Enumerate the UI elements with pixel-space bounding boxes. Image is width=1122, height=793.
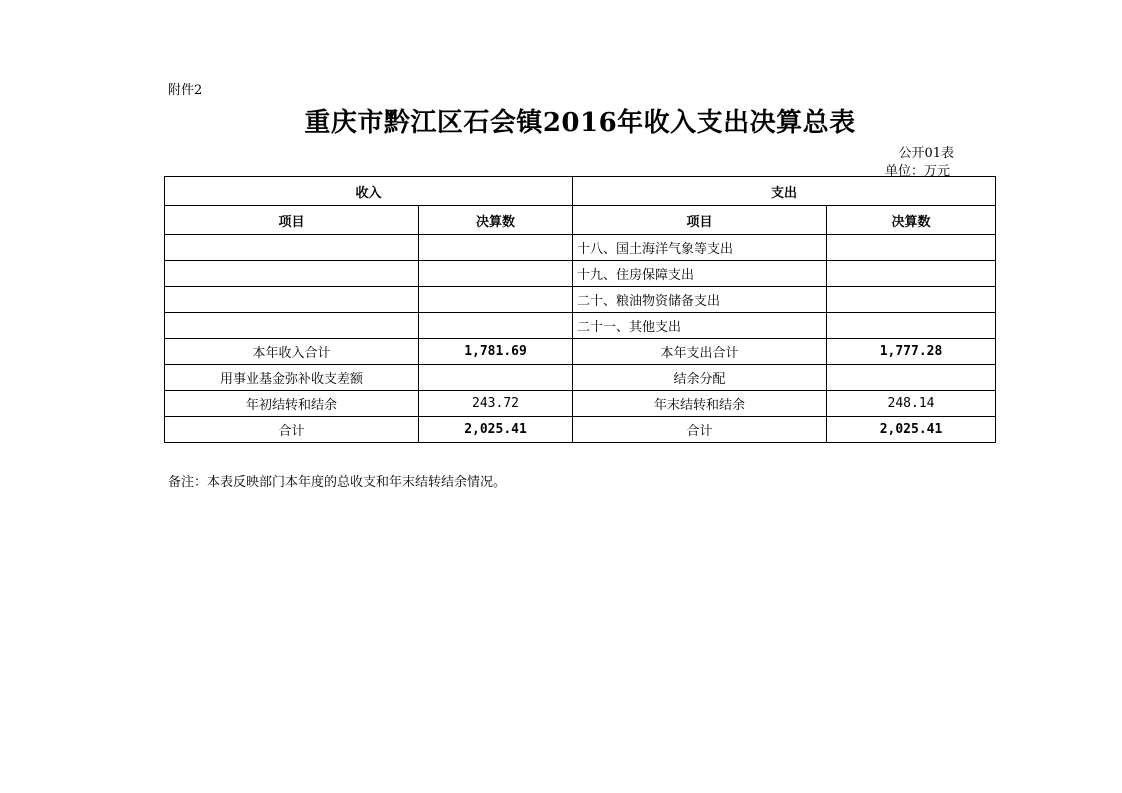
income-item-cell: 合计 [165,417,419,443]
expense-item-cell: 十八、国土海洋气象等支出 [573,235,827,261]
income-item-cell [165,261,419,287]
expense-item-cell: 十九、住房保障支出 [573,261,827,287]
budget-table [164,176,996,443]
unit-label: 单位：万元 [884,164,950,179]
income-item-cell: 用事业基金弥补收支差额 [165,365,419,391]
income-item-cell [165,235,419,261]
income-amount-cell [419,261,573,287]
table-row [165,313,996,339]
expense-amount-cell: 2,025.41 [827,417,996,443]
expense-amount-cell [827,365,996,391]
footnote: 备注：本表反映部门本年度的总收支和年末结转结余情况。 [168,475,507,490]
expense-amount-cell: 1,777.28 [827,339,996,365]
attachment-label: 附件2 [168,83,203,98]
income-amount-cell [419,313,573,339]
form-number: 公开01表 [898,146,954,161]
expense-amount-cell [827,261,996,287]
income-amount-cell [419,365,573,391]
section-header-row [165,177,996,206]
income-amount-cell [419,287,573,313]
expense-item-cell: 本年支出合计 [573,339,827,365]
expense-item-cell: 二十一、其他支出 [573,313,827,339]
income-item-cell: 本年收入合计 [165,339,419,365]
income-item-header: 项目 [165,206,419,235]
table-row [165,339,996,365]
page-title: 重庆市黔江区石会镇2016年收入支出决算总表 [304,108,856,138]
table-row [165,391,996,417]
expense-item-cell: 合计 [573,417,827,443]
income-amount-cell: 2,025.41 [419,417,573,443]
income-item-cell [165,313,419,339]
column-header-row [165,206,996,235]
table-row [165,235,996,261]
expense-amount-header: 决算数 [827,206,996,235]
expense-amount-cell [827,287,996,313]
income-section-header: 收入 [165,177,573,206]
table-row [165,365,996,391]
expense-amount-cell: 248.14 [827,391,996,417]
expense-section-header: 支出 [573,177,996,206]
expense-item-cell: 年末结转和结余 [573,391,827,417]
income-amount-cell: 243.72 [419,391,573,417]
income-item-cell: 年初结转和结余 [165,391,419,417]
income-amount-header: 决算数 [419,206,573,235]
expense-item-header: 项目 [573,206,827,235]
expense-item-cell: 二十、粮油物资储备支出 [573,287,827,313]
income-amount-cell: 1,781.69 [419,339,573,365]
income-item-cell [165,287,419,313]
table-row [165,287,996,313]
table-row [165,417,996,443]
table-row [165,261,996,287]
income-amount-cell [419,235,573,261]
expense-amount-cell [827,313,996,339]
expense-item-cell: 结余分配 [573,365,827,391]
expense-amount-cell [827,235,996,261]
